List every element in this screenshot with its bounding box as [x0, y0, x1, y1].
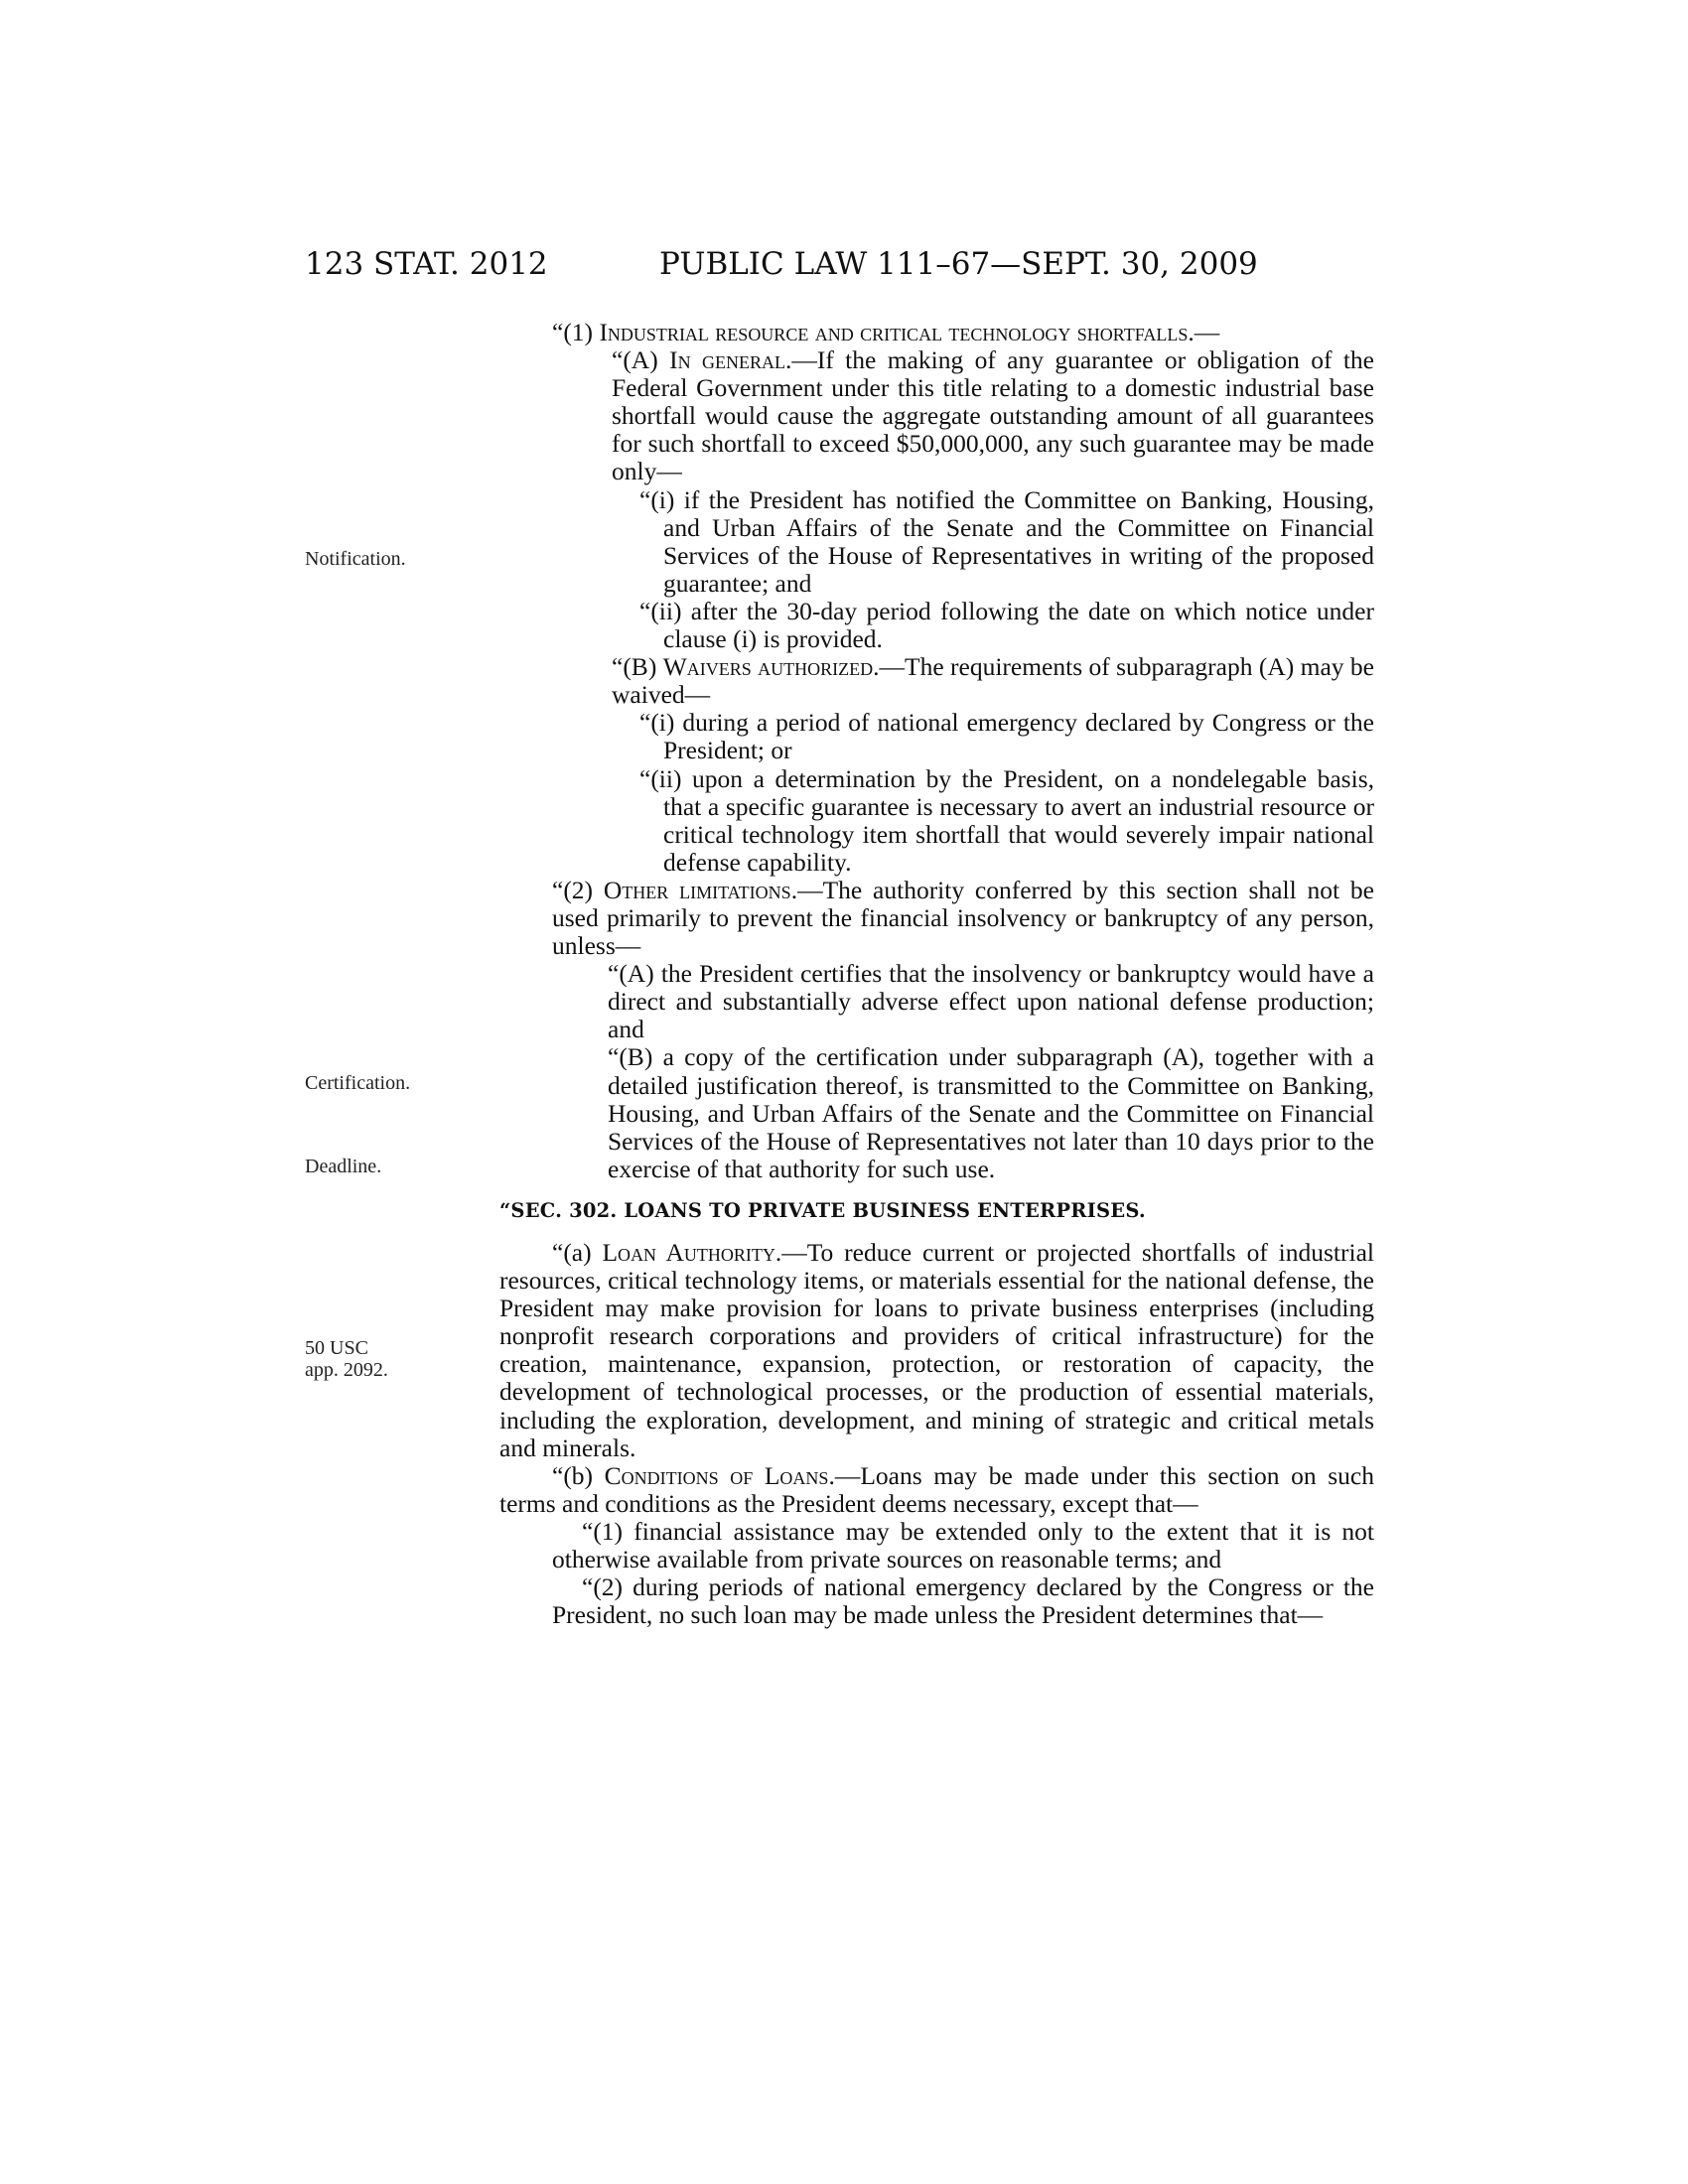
subsection-b-conditions: “(b) Conditions of Loans.—Loans may be made under this section on such terms and conditions as the President deems necessary, except that—	[499, 1460, 1374, 1518]
margin-note-usc-line2: app. 2092.	[305, 1359, 388, 1381]
statute-body	[499, 318, 1375, 1630]
clause-B-i: “(i) during a period of national emergency declared by Congress or the President; or	[639, 708, 1374, 765]
paragraph-2-title: Other limitations	[603, 875, 791, 904]
section-302-heading: “SEC. 302. LOANS TO PRIVATE BUSINESS ENTERPRISES.	[499, 1198, 1146, 1222]
paragraph-2-other-limitations: “(2) Other limitations.—The authority conferred by this section shall not be used primarily to prevent the financial insolvency or bankruptcy of any person, unless—	[552, 875, 1374, 961]
clause-A-i: “(i) if the President has notified the Committee on Banking, Housing, and Urban Affairs of the Senate and the Committee on Financial Services of the House of Representatives in writing of the proposed guarantee; and	[639, 484, 1374, 598]
margin-note-usc	[305, 1337, 388, 1381]
subparagraph-A-general: “(A) In general.—If the making of any guarantee or obligation of the Federal Government under this title relating to a domestic industrial base shortfall would cause the aggregate outstanding amount of all guarantees for such shortfall to exceed $50,000,000, any such guarantee may be made only—	[612, 345, 1375, 486]
statute-page-number: 123 STAT. 2012	[305, 246, 548, 282]
subsection-a-title: Loan Authority	[602, 1238, 775, 1267]
subsection-b-paragraph-1: “(1) financial assistance may be extended only to the extent that it is not otherwise available from private sources on reasonable terms; and	[552, 1516, 1374, 1574]
subsection-b-paragraph-2: “(2) during periods of national emergency declared by the Congress or the President, no such loan may be made unless the President determines that—	[552, 1572, 1374, 1630]
margin-note-deadline: Deadline.	[305, 1156, 382, 1177]
paragraph-1-heading: “(1) Industrial resource and critical technology shortfalls.—	[552, 318, 1220, 346]
margin-note-notification: Notification.	[305, 548, 406, 570]
subsection-a-loan-authority: “(a) Loan Authority.—To reduce current or projected shortfalls of industrial resources, critical technology items, or materials essential for the national defense, the President may make provision for loans to private business enterprises (including nonprofit research corporations and providers of critical infrastructure) for the creation, maintenance, expansion, protection, or restoration of capacity, the development of technological processes, or the production of essential materials, including the exploration, development, and mining of strategic and critical metals and minerals.	[499, 1238, 1374, 1462]
margin-note-usc-line1: 50 USC	[305, 1337, 368, 1359]
subparagraph-A-title: In general	[669, 345, 785, 375]
subparagraph-2-A: “(A) the President certifies that the insolvency or bankruptcy would have a direct and substantially adverse effect upon national defense production; and	[608, 959, 1374, 1044]
paragraph-1-title: Industrial resource and critical technology shortfalls	[599, 318, 1189, 346]
public-law-title: PUBLIC LAW 111–67—SEPT. 30, 2009	[659, 246, 1258, 282]
subsection-b-title: Conditions of Loans	[604, 1460, 829, 1490]
subparagraph-B-waivers: “(B) Waivers authorized.—The requirements of subparagraph (A) may be waived—	[612, 652, 1374, 710]
clause-A-ii: “(ii) after the 30-day period following the date on which notice under clause (i) is provided.	[639, 596, 1374, 654]
margin-note-certification: Certification.	[305, 1072, 411, 1094]
clause-B-ii: “(ii) upon a determination by the President, on a nondelegable basis, that a specific guarantee is necessary to avert an industrial resource or critical technology item shortfall that would severely impair national defense capability.	[639, 763, 1374, 877]
subparagraph-2-B: “(B) a copy of the certification under subparagraph (A), together with a detailed justification thereof, is transmitted to the Committee on Banking, Housing, and Urban Affairs of the Senate and the Committee on Financial Services of the House of Representatives not later than 10 days prior to the exercise of that authority for such use.	[608, 1042, 1374, 1183]
running-header	[0, 246, 1688, 286]
subparagraph-B-title: Waivers authorized	[662, 652, 874, 682]
